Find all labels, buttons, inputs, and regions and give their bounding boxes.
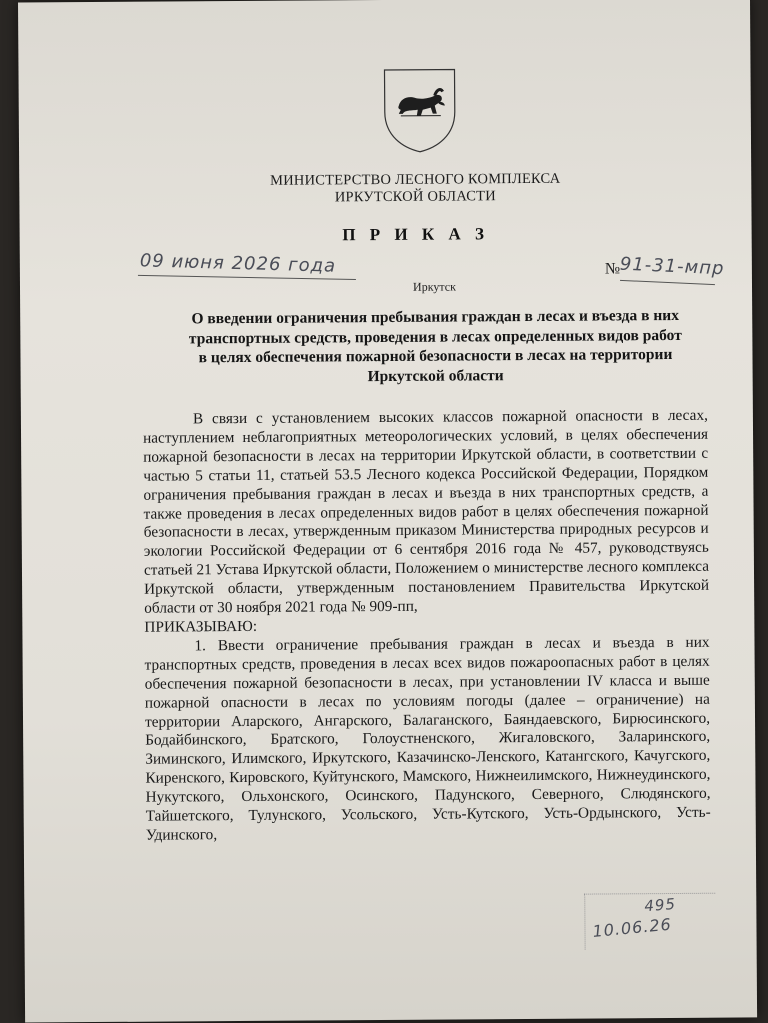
ministry-line-1: МИНИСТЕРСТВО ЛЕСНОГО КОМПЛЕКСА: [270, 170, 561, 189]
order-subject: [155, 306, 716, 388]
subject-line-3: в целях обеспечения пожарной безопасности в лесах на территории: [198, 345, 673, 367]
subject-line-2: транспортных средств, проведения в лесах определенных видов работ: [188, 326, 682, 347]
order-title: П Р И К А З: [342, 224, 490, 245]
order-body: [143, 407, 711, 846]
registration-number-handwritten: 495: [643, 894, 677, 916]
document-page: [18, 0, 757, 1023]
subject-line-4: Иркутской области: [367, 366, 504, 385]
number-sign: №: [604, 260, 621, 278]
number-underline: [620, 280, 715, 285]
subject-line-1: О введении ограничения пребывания граждан в лесах и въезда в них: [191, 306, 680, 328]
clause-1-paragraph: 1. Ввести ограничение пребывания граждан в лесах и въезда в них транспортных средств, проведения в лесах всех видов пожароопасных работ в целях обеспечения пожарной безопасности в лесах, при установлении IV класса и выше пожарной опасности в лесах по условиям погоды (далее – ограничение) на территории Аларского, Ангарского, Балаганского, Баяндаевского, Бирюсинского, Бодайбинского, Братского, Голоустненского, Жигаловского, Заларинского, Зиминского, Илимского, Иркутского, Казачинско-Ленского, Катангского, Качугского, Киренского, Кировского, Куйтунского, Мамского, Нижнеилимского, Нижнеудинского, Нукутского, Ольхонского, Осинского, Падунского, Северного, Слюдянского, Тайшетского, Тулунского, Усольского, Усть-Кутского, Усть-Ордынского, Усть-Удинского,: [144, 633, 711, 844]
coat-of-arms-icon: [378, 65, 461, 154]
preamble-paragraph: В связи с установлением высоких классов пожарной опасности в лесах, наступлением неблагоприятных метеорологических условий, в целях обеспечения пожарной безопасности в лесах на территории Иркутской области, в соответствии с частью 5 статьи 11, статьей 53.5 Лесного кодекса Российской Федерации, Порядком ограничения пребывания граждан в лесах и въезда в них транспортных средств, а также проведения в лесах определенных видов работ в целях обеспечения пожарной безопасности в лесах, утвержденным приказом Министерства природных ресурсов и экологии Российской Федерации от 6 сентября 2016 года № 457, руководствуясь статьей 21 Устава Иркутской области, Положением о министерстве лесного комплекса Иркутской области, утвержденным постановлением Правительства Иркутской области от 30 ноября 2021 года № 909-пп,: [142, 406, 710, 617]
ordering-word: ПРИКАЗЫВАЮ:: [144, 617, 258, 636]
order-number-handwritten: 91-31-мпр: [619, 253, 725, 280]
order-date-handwritten: 09 июня 2026 года: [139, 250, 337, 277]
registration-date-handwritten: 10.06.26: [591, 914, 673, 941]
city-name: Иркутск: [412, 279, 456, 294]
ministry-line-2: ИРКУТСКОЙ ОБЛАСТИ: [334, 188, 496, 206]
ministry-name: [19, 169, 768, 209]
